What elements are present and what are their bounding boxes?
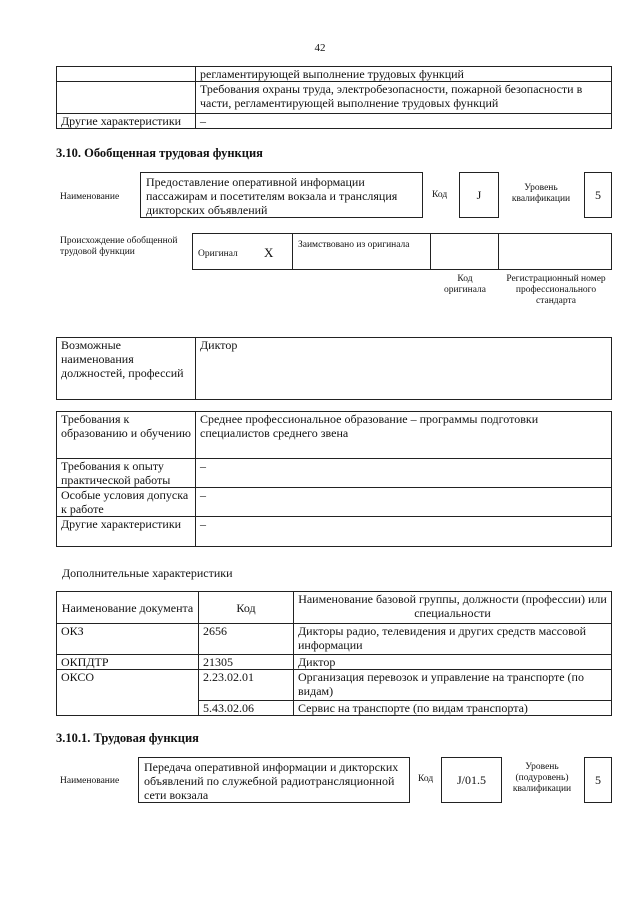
top-row1-value: регламентирующей выполнение трудовых функций — [196, 67, 612, 82]
table-cell: Организация перевозок и управление на транспорте (по видам) — [294, 670, 612, 701]
level-value-box: 5 — [584, 757, 612, 803]
additional-table — [56, 591, 612, 716]
origin-box — [192, 233, 612, 270]
requirement-label: Требования к образованию и обучению — [57, 412, 196, 459]
section-3-10-1-title: 3.10.1. Трудовая функция — [56, 731, 199, 745]
top-row2-value: Требования охраны труда, электробезопасности, пожарной безопасности в части, регламентирующей выполнение трудовых функций — [196, 82, 612, 114]
code-value-box: J — [459, 172, 499, 218]
requirement-value: – — [196, 517, 612, 547]
additional-title: Дополнительные характеристики — [62, 566, 233, 580]
other-characteristics-label: Другие характеристики — [57, 114, 196, 129]
original-mark: X — [264, 245, 274, 260]
table-cell: 2.23.02.01 — [199, 670, 294, 701]
original-label: Оригинал — [198, 249, 238, 259]
requirement-value: – — [196, 459, 612, 488]
registration-caption: Регистрационный номер профессионального стандарта — [506, 274, 606, 306]
table-cell: 2656 — [199, 624, 294, 655]
table-cell: 5.43.02.06 — [199, 701, 294, 716]
name-label: Наименование — [60, 776, 120, 786]
name-label: Наименование — [60, 192, 120, 202]
origin-divider — [498, 233, 499, 270]
origin-divider — [292, 233, 293, 270]
header-code: Код — [199, 592, 294, 624]
table-cell: 21305 — [199, 655, 294, 670]
level-label: Уровень (подуровень) квалификации — [512, 762, 572, 794]
level-value-box: 5 — [584, 172, 612, 218]
function-name-box: Предоставление оперативной информации пассажирам и посетителям вокзала и трансляция дикторских объявлений — [140, 172, 423, 218]
table-cell: ОКСО — [57, 670, 199, 716]
requirement-label: Особые условия допуска к работе — [57, 488, 196, 517]
table-cell: Сервис на транспорте (по видам транспорта) — [294, 701, 612, 716]
empty-label-cell — [57, 67, 196, 82]
origin-divider — [430, 233, 431, 270]
header-group-name: Наименование базовой группы, должности (профессии) или специальности — [294, 592, 612, 624]
table-cell: Дикторы радио, телевидения и других средств массовой информации — [294, 624, 612, 655]
code-label: Код — [432, 190, 448, 200]
table-cell: ОКПДТР — [57, 655, 199, 670]
header-document: Наименование документа — [57, 592, 199, 624]
other-characteristics-value: – — [196, 114, 612, 129]
requirements-table — [56, 411, 612, 547]
positions-table — [56, 337, 612, 400]
section-3-10-title: 3.10. Обобщенная трудовая функция — [56, 146, 263, 160]
function-name-box: Передача оперативной информации и дикторских объявлений по служебной радиотрансляционной сети вокзала — [138, 757, 410, 803]
code-original-caption: Код оригинала — [444, 274, 486, 295]
code-label: Код — [418, 774, 434, 784]
page-number: 42 — [314, 42, 326, 54]
origin-label: Происхождение обобщенной трудовой функции — [60, 236, 178, 257]
requirement-label: Требования к опыту практической работы — [57, 459, 196, 488]
table-cell: Диктор — [294, 655, 612, 670]
requirement-value: – — [196, 488, 612, 517]
positions-value: Диктор — [196, 338, 612, 400]
requirement-value: Среднее профессиональное образование – программы подготовки специалистов среднего звена — [196, 412, 612, 459]
positions-label: Возможные наименования должностей, профессий — [57, 338, 196, 400]
requirement-label: Другие характеристики — [57, 517, 196, 547]
table-cell: ОКЗ — [57, 624, 199, 655]
empty-label-cell — [57, 82, 196, 114]
level-label: Уровень квалификации — [511, 183, 571, 204]
code-value-box: J/01.5 — [441, 757, 502, 803]
borrowed-label: Заимствовано из оригинала — [298, 240, 410, 250]
top-requirements-table — [56, 66, 612, 129]
